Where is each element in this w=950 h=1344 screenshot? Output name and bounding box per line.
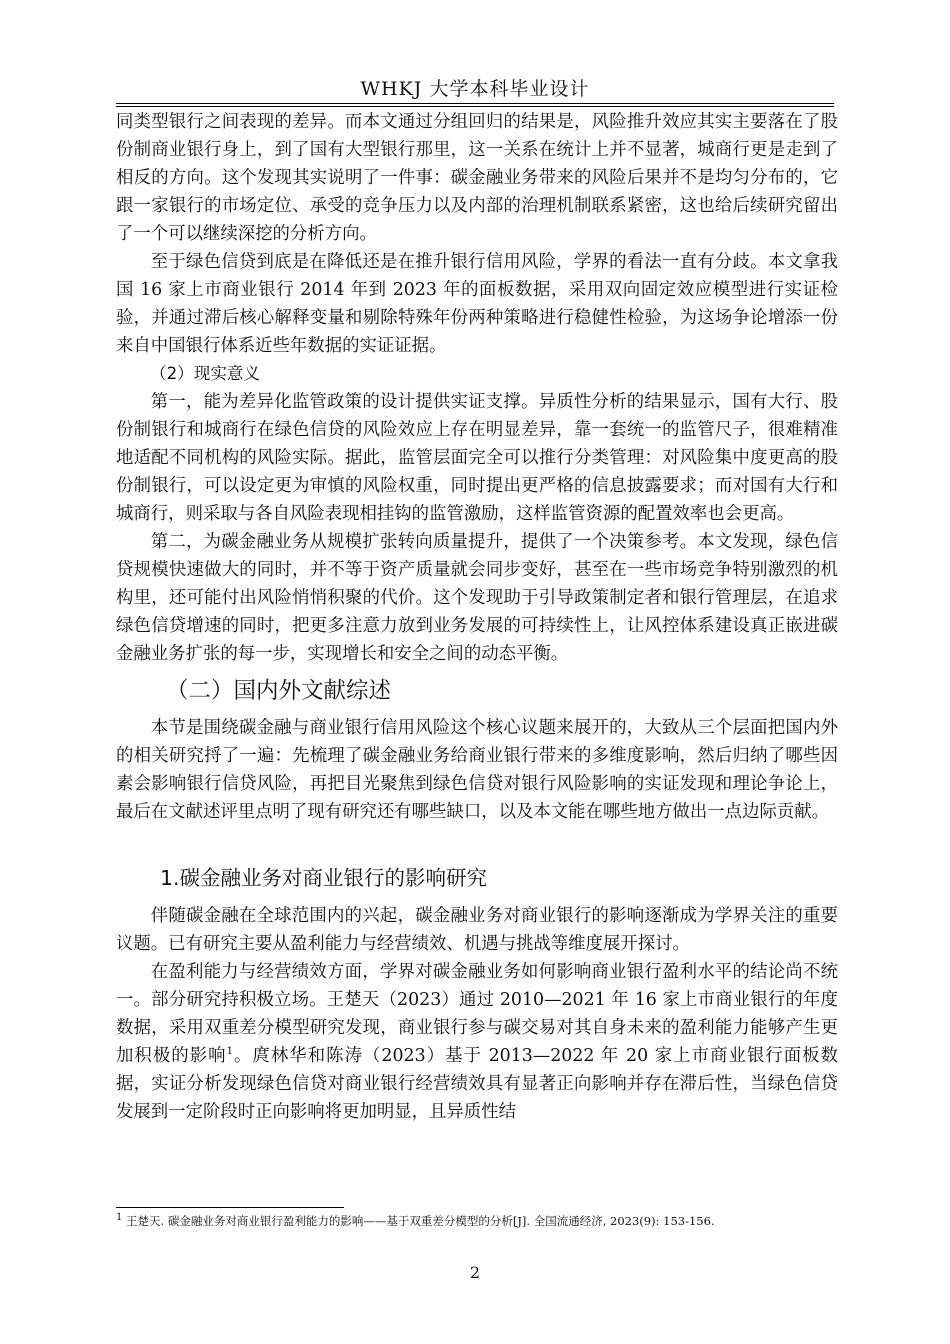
paragraph: 同类型银行之间表现的差异。而本文通过分组回归的结果是，风险推升效应其实主要落在了股份制商业银行身上，到了国有大型银行那里，这一关系在统计上并不显著，城商行更是走到了相反的方向。这个发现其实说明了一件事：碳金融业务带来的风险后果并不是均匀分布的，它跟一家银行的市场定位、承受的竞争压力以及内部的治理机制联系紧密，这也给后续研究留出了一个可以继续深挖的分析方向。 xyxy=(116,112,838,244)
subsection-heading: （2）现实意义 xyxy=(150,364,261,383)
subsection-heading: 1.碳金融业务对商业银行的影响研究 xyxy=(160,866,488,890)
footnote xyxy=(116,1212,838,1230)
spacer xyxy=(116,826,838,858)
paragraph: 至于绿色信贷到底是在降低还是在推升银行信用风险，学界的看法一直有分歧。本文拿我国 16 家上市商业银行 2014 年到 2023 年的面板数据，采用双向固定效应模型进行实证检验，并通过滞后核心解释变量和剔除特殊年份两种策略进行稳健性检验，为这场争论增添一份来自中国银行体系近些年数据的实证证据。 xyxy=(116,252,838,356)
paragraph: 第二，为碳金融业务从规模扩张转向质量提升，提供了一个决策参考。本文发现，绿色信贷规模快速做大的同时，并不等于资产质量就会同步变好，甚至在一些市场竞争特别激烈的机构里，还可能付出风险悄悄积聚的代价。这个发现助于引导政策制定者和银行管理层，在追求绿色信贷增速的同时，把更多注意力放到业务发展的可持续性上，让风控体系建设真正嵌进碳金融业务扩张的每一步，实现增长和安全之间的动态平衡。 xyxy=(116,532,838,664)
paragraph: 本节是围绕碳金融与商业银行信用风险这个核心议题来展开的，大致从三个层面把国内外的相关研究捋了一遍：先梳理了碳金融业务给商业银行带来的多维度影响，然后归纳了哪些因素会影响银行信贷风险，再把目光聚焦到绿色信贷对银行风险影响的实证发现和理论争论上，最后在文献述评里点明了现有研究还有哪些缺口，以及本文能在哪些地方做出一点边际贡献。 xyxy=(116,718,838,822)
paragraph-text: 在盈利能力与经营绩效方面，学界对碳金融业务如何影响商业银行盈利水平的结论尚不统一。部分研究持积极立场。王楚天（2023）通过 2010—2021 年 16 家上市商业银行的年度数据，采用双重差分模型研究发现，商业银行参与碳交易对其自身未来的盈利能力能够产生更加积极的影响 xyxy=(116,962,838,1066)
footnote-separator xyxy=(116,1207,344,1208)
section-heading: （二）国内外文献综述 xyxy=(166,678,392,704)
page-body xyxy=(116,108,838,1126)
header-rule xyxy=(116,103,834,104)
footnote-reference[interactable]: 1 xyxy=(226,1046,233,1058)
footnote-text: 王楚天. 碳金融业务对商业银行盈利能力的影响——基于双重差分模型的分析[J]. 全国流通经济, 2023(9): 153-156. xyxy=(122,1214,715,1228)
paragraph xyxy=(116,958,838,1126)
footnote-mark: 1 xyxy=(116,1212,123,1224)
page-header: WHKJ 大学本科毕业设计 xyxy=(360,78,590,100)
paragraph-text: 。庹林华和陈涛（2023）基于 2013—2022 年 20 家上市商业银行面板数据，实证分析发现绿色信贷对商业银行经营绩效具有显著正向影响并存在滞后性，当绿色信贷发展到一定阶段时正向影响将更加明显，且异质性结 xyxy=(116,1046,838,1122)
header-rule-double xyxy=(116,106,834,107)
paragraph: 伴随碳金融在全球范围内的兴起，碳金融业务对商业银行的影响逐渐成为学界关注的重要议题。已有研究主要从盈利能力与经营绩效、机遇与挑战等维度展开探讨。 xyxy=(116,906,838,954)
paragraph: 第一，能为差异化监管政策的设计提供实证支撑。异质性分析的结果显示，国有大行、股份制银行和城商行在绿色信贷的风险效应上存在明显差异，靠一套统一的监管尺子，很难精准地适配不同机构的风险实际。据此，监管层面完全可以推行分类管理：对风险集中度更高的股份制银行，可以设定更为审慎的风险权重，同时提出更严格的信息披露要求；而对国有大行和城商行，则采取与各自风险表现相挂钩的监管激励，这样监管资源的配置效率也会更高。 xyxy=(116,392,838,524)
page-number: 2 xyxy=(469,1263,481,1282)
